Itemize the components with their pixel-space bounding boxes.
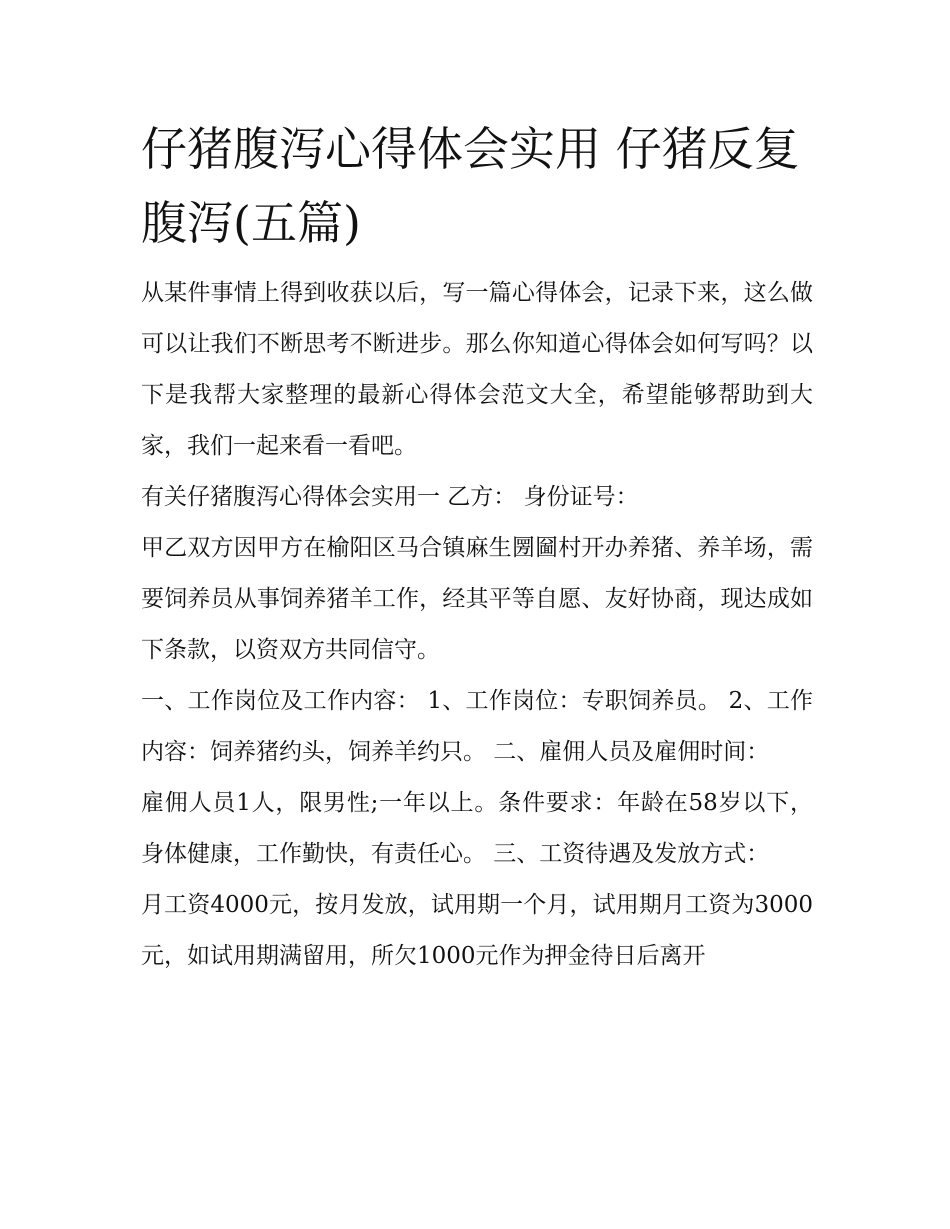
document-page bbox=[141, 112, 813, 982]
document-title: 仔猪腹泻心得体会实用 仔猪反复腹泻(五篇) bbox=[141, 122, 800, 250]
paragraph-hiring: 雇佣人员1人，限男性;一年以上。条件要求：年龄在58岁以下，身体健康，工作勤快，有责任心。 三、工资待遇及发放方式： bbox=[141, 790, 813, 867]
paragraph-agreement: 甲乙双方因甲方在榆阳区马合镇麻生圐圙村开办养猪、养羊场，需要饲养员从事饲养猪羊工作，经其平等自愿、友好协商，现达成如下条款，以资双方共同信守。 bbox=[141, 535, 813, 663]
paragraph-job-content: 一、工作岗位及工作内容： 1、工作岗位：专职饲养员。 2、工作内容：饲养猪约头，饲养羊约只。 二、雇佣人员及雇佣时间： bbox=[141, 688, 813, 765]
paragraph-salary: 月工资4000元，按月发放，试用期一个月，试用期月工资为3000元，如试用期满留用，所欠1000元作为押金待日后离开 bbox=[141, 892, 813, 969]
paragraph-intro: 从某件事情上得到收获以后，写一篇心得体会，记录下来，这么做可以让我们不断思考不断进步。那么你知道心得体会如何写吗？以下是我帮大家整理的最新心得体会范文大全，希望能够帮助到大家，我们一起来看一看吧。 bbox=[141, 280, 813, 459]
paragraph-section-heading: 有关仔猪腹泻心得体会实用一 乙方： 身份证号： bbox=[141, 484, 639, 510]
